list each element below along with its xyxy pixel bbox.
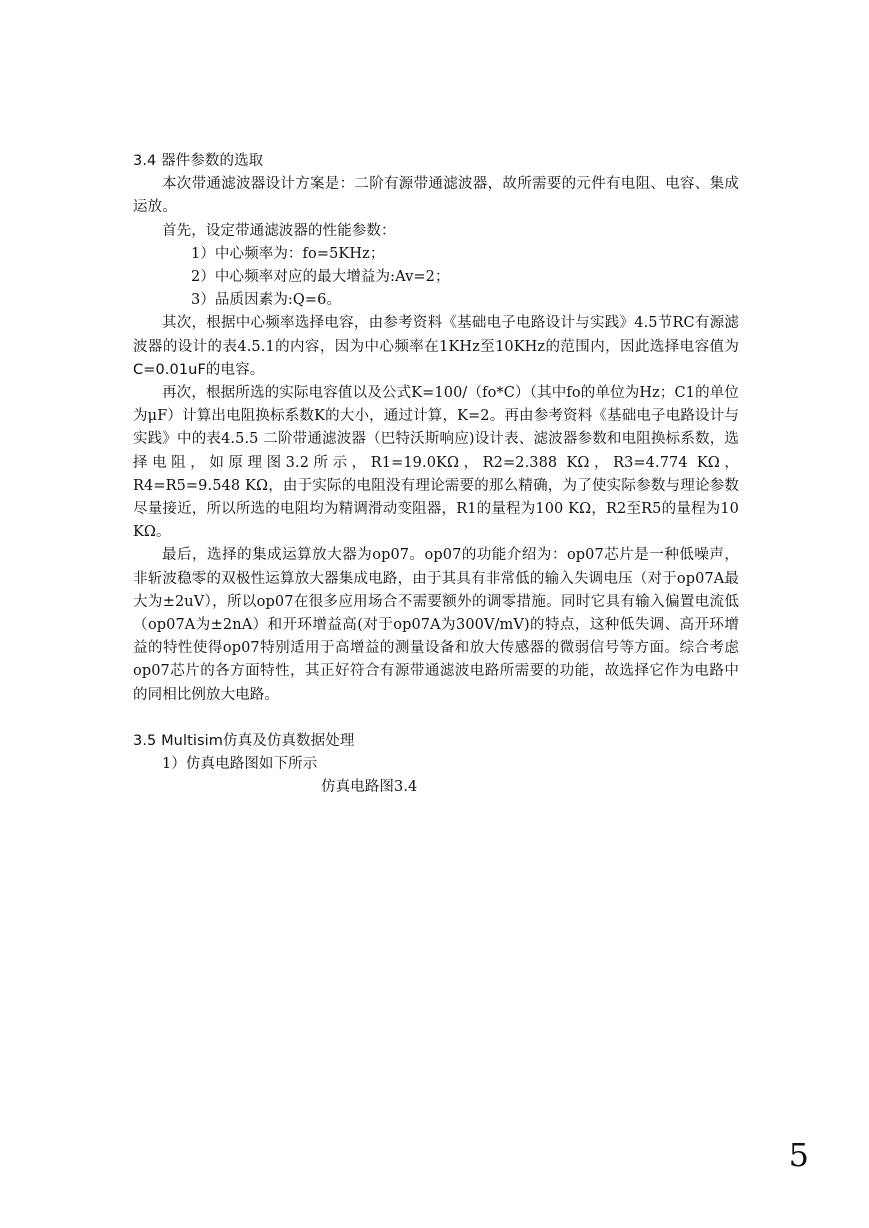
section-heading-3-4: 3.4 器件参数的选取: [133, 153, 264, 169]
paragraph-capacitor-selection: [133, 312, 739, 382]
list-item-quality-factor: 3）品质因素为:Q=6。: [191, 292, 342, 309]
list-item-simulation-circuit: 1）仿真电路图如下所示: [162, 756, 318, 773]
section-heading-3-5: 3.5 Multisim仿真及仿真数据处理: [133, 733, 355, 750]
page-number: 5: [788, 1136, 809, 1174]
figure-caption: 仿真电路图3.4: [321, 779, 418, 796]
capacitor-text-a: 其次，根据中心频率选择电容，由参考资料《基础电子电路设计与实践》4.5节RC有源滤波器的设计的表4.5.1的内容，因为中心频率在1KHz至10KHz的范围内，因此选择电容值为: [133, 315, 739, 355]
list-item-center-frequency: 1）中心频率为：fo=5KHz；: [191, 245, 385, 262]
list-item-max-gain: 2）中心频率对应的最大增益为:Av=2；: [191, 269, 450, 285]
capacitor-text-b: 的电容。: [205, 361, 265, 378]
paragraph-opamp-selection: 最后，选择的集成运算放大器为op07。op07的功能介绍为：op07芯片是一种低噪声，非斩波稳零的双极性运算放大器集成电路，由于其具有非常低的输入失调电压（对于op07A最大为±2uV），所以op07在很多应用场合不需要额外的调零措施。同时它具有输入偏置电流低（op07A为±2nA）和开环增益高(对于op07A为300V/mV)的特点，这种低失调、高开环增益的特性使得op07特别适用于高增益的测量设备和放大传感器的微弱信号等方面。综合考虑op07芯片的各方面特性，其正好符合有源带通滤波电路所需要的功能，故选择它作为电路中的同相比例放大电路。: [133, 547, 739, 703]
paragraph-resistor-selection: 再次，根据所选的实际电容值以及公式K=100/（fo*C）（其中fo的单位为Hz；C1的单位为μF）计算出电阻换标系数K的大小，通过计算，K=2。再由参考资料《基础电子电路设计与实践》中的表4.5.5 二阶带通滤波器（巴特沃斯响应)设计表、滤波器参数和电阻换标系数，选择电阻，如原理图3.2所示，R1=19.0KΩ，R2=2.388 KΩ，R3=4.774 KΩ，R4=R5=9.548 KΩ，由于实际的电阻没有理论需要的那么精确，为了使实际参数与理论参数尽量接近，所以所选的电阻均为精调滑动变阻器，R1的量程为100 KΩ，R2至R5的量程为10 KΩ。: [133, 385, 739, 541]
section-gap: [133, 707, 739, 730]
capacitor-value: C=0.01uF: [133, 361, 206, 378]
page-content: [133, 150, 739, 800]
paragraph-design-scheme: 本次带通滤波器设计方案是：二阶有源带通滤波器，故所需要的元件有电阻、电容、集成运放。: [133, 176, 739, 216]
paragraph-performance-params: 首先，设定带通滤波器的性能参数：: [162, 222, 396, 239]
